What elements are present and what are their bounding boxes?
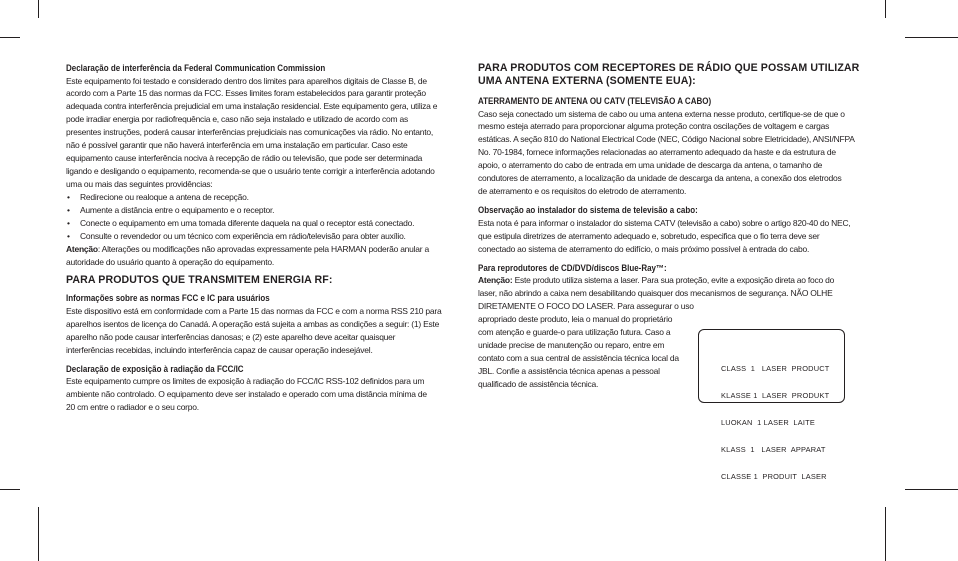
body-line: Caso seja conectado um sistema de cabo ou uma antena externa nesse produto, certifique-se de que o <box>478 108 845 119</box>
crop-mark-top-right-vertical <box>885 0 886 18</box>
list-item: • Aumente a distância entre o equipamento e o receptor. <box>66 204 452 217</box>
body-line: mesmo esteja aterrado para proporcionar alguma proteção contra oscilações de voltagem e cargas <box>478 121 830 132</box>
laser-class-text <box>721 346 830 499</box>
radio-receivers-heading: PARA PRODUTOS COM RECEPTORES DE RÁDIO QUE POSSAM UTILIZAR <box>478 62 860 74</box>
body-line: adequada contra interferência prejudicial em uma instalação residencial. Este equipamento gera, utiliza e <box>66 101 438 112</box>
fcc-ic-users-heading: Informações sobre as normas FCC e IC para usuários <box>66 293 270 304</box>
body-line: No. 70-1984, fornece informações relacionadas ao aterramento adequado da haste e da estrutura de <box>478 147 836 158</box>
body-line: de aterramento e os requisitos do eletrodo de aterramento. <box>478 186 687 197</box>
catv-installer-heading: Observação ao instalador do sistema de televisão a cabo: <box>478 205 698 216</box>
body-line: contato com a sua central de assistência técnica local da <box>478 352 679 363</box>
body-line: DIRETAMENTE O FOCO DO LASER. Para assegurar o uso <box>478 300 694 311</box>
body-line: Este equipamento cumpre os limites de exposição à radiação do FCC/IC RSS-102 definidos para um <box>66 376 425 387</box>
body-line: JBL. Confie a assistência técnica apenas a pessoal <box>478 365 660 376</box>
body-line: laser, não abrindo a caixa nem desabilitando quaisquer dos mecanismos de segurança. NÃO OLHE <box>478 287 833 298</box>
crop-mark-top-right-horizontal <box>905 37 958 38</box>
radiation-exposure-heading: Declaração de exposição à radiação da FCC/IC <box>66 363 244 374</box>
body-line: autoridade do usuário quanto à operação do equipamento. <box>66 256 274 267</box>
body-line: conectado ao sistema de aterramento do edifício, o mais próximo possível à entrada do cabo. <box>478 243 810 254</box>
list-item: • Redirecione ou realoque a antena de recepção. <box>66 191 452 204</box>
catv-installer-body <box>478 217 888 256</box>
body-line: ambiente não controlado. O equipamento deve ser instalado e operado com uma distância mínima de <box>66 389 427 400</box>
body-line: equipamento cause interferência nociva à recepção de rádio ou televisão, que pode ser determinada <box>66 153 423 164</box>
bluray-attention-text: Este produto utiliza sistema a laser. Para sua proteção, evite a exposição direta ao foco do <box>512 275 835 286</box>
laser-label-line: CLASS 1 LASER PRODUCT <box>721 364 830 373</box>
body-line: Este equipamento foi testado e considerado dentro dos limites para aparelhos digitais de Classe B, de <box>66 75 427 86</box>
crop-mark-bottom-right-vertical <box>885 507 886 561</box>
radiation-exposure-body <box>66 375 452 414</box>
body-line: apropriado deste produto, leia o manual do proprietário <box>478 313 673 324</box>
body-line: com atenção e guarde-o para utilização futura. Caso a <box>478 326 671 337</box>
crop-mark-top-left-horizontal <box>0 37 20 38</box>
fcc-ic-users-body <box>66 305 452 357</box>
rf-products-heading: PARA PRODUTOS QUE TRANSMITEM ENERGIA RF: <box>66 273 333 286</box>
crop-mark-bottom-left-vertical <box>38 507 39 561</box>
attention-note <box>66 243 452 256</box>
body-line: aparelho não pode causar interferências danosas; e (2) este aparelho deve aceitar quaisquer <box>66 331 396 342</box>
body-line: acordo com a Parte 15 das normas da FCC. Esses limites foram estabelecidos para garantir proteção <box>66 88 426 99</box>
antenna-grounding-heading: ATERRAMENTO DE ANTENA OU CATV (TELEVISÃO A CABO) <box>478 96 712 106</box>
body-line: qualificado de assistência técnica. <box>478 378 599 389</box>
body-line: presentes instruções, poderá causar interferências prejudiciais nas comunicações via rádio. No entanto, <box>66 127 433 138</box>
laser-label-line: CLASSE 1 PRODUIT LASER <box>721 472 827 481</box>
laser-label-line: KLASS 1 LASER APPARAT <box>721 445 826 454</box>
antenna-grounding-body <box>478 108 888 199</box>
bluray-attention-line <box>478 274 888 287</box>
body-line: ligando e desligando o equipamento, recomenda-se que o usuário tente corrigir a interferência adotando <box>66 166 435 177</box>
laser-label-line: KLASSE 1 LASER PRODUKT <box>721 391 830 400</box>
bluray-players-heading: Para reprodutores de CD/DVD/discos Blue-Ray™: <box>478 262 667 273</box>
list-item: • Consulte o revendedor ou um técnico com experiência em rádio/televisão para obter auxílio. <box>66 230 452 243</box>
body-line: não é possível garantir que não haverá interferência em uma instalação em particular. Caso este <box>66 140 408 151</box>
body-line: 20 cm entre o radiador e o seu corpo. <box>66 402 199 413</box>
body-line: interferências recebidas, incluindo interferência capaz de causar operação indesejável. <box>66 344 373 355</box>
crop-mark-bottom-right-horizontal <box>905 489 958 490</box>
crop-mark-bottom-left-horizontal <box>0 489 20 490</box>
providencias-list <box>66 191 452 243</box>
body-line: Este dispositivo está em conformidade com a Parte 15 das normas da FCC e com a norma RSS 210 para <box>66 305 442 316</box>
bluray-attention-label: Atenção: <box>478 275 513 286</box>
body-line: condutores de aterramento, a localização da unidade de descarga da antena, a conexão dos eletrodos <box>478 173 842 184</box>
body-line: Esta nota é para informar o instalador do sistema CATV (televisão a cabo) sobre o artigo 820-40 do NEC, <box>478 217 851 228</box>
body-line: aparelhos isentos de licença do Canadá. A operação está sujeita a ambas as condições a seguir: (1) Este <box>66 318 440 329</box>
laser-label-line: LUOKAN 1 LASER LAITE <box>721 418 815 427</box>
left-column <box>66 62 452 414</box>
attention-text: : Alterações ou modificações não aprovadas expressamente pela HARMAN poderão anular a <box>97 243 429 254</box>
body-line: uma ou mais das seguintes providências: <box>66 179 213 190</box>
fcc-interference-heading: Declaração de interferência da Federal Communication Commission <box>66 63 326 73</box>
list-item: • Conecte o equipamento em uma tomada diferente daquela na qual o receptor está conectado. <box>66 217 452 230</box>
laser-class-label <box>698 329 845 481</box>
fcc-interference-body <box>66 75 452 192</box>
radio-receivers-heading-line2: UMA ANTENA EXTERNA (SOMENTE EUA): <box>478 74 696 87</box>
body-line: que estipula diretrizes de aterramento adequado e, sobretudo, especifica que o fio terra deve ser <box>478 230 820 241</box>
body-line: unidade precise de manutenção ou reparo, entre em <box>478 339 665 350</box>
body-line: apoio, o aterramento do cabo de entrada em uma unidade de descarga da antena, o tamanho de <box>478 160 823 171</box>
body-line: estáticas. A seção 810 do National Electrical Code (NEC, Código Nacional sobre Eletricidade), ANSI/NFPA <box>478 134 855 145</box>
attention-label: Atenção <box>66 243 98 254</box>
crop-mark-top-left-vertical <box>38 0 39 18</box>
body-line: pode irradiar energia por radiofrequência e, caso não seja instalado e utilizado de acordo com as <box>66 114 408 125</box>
